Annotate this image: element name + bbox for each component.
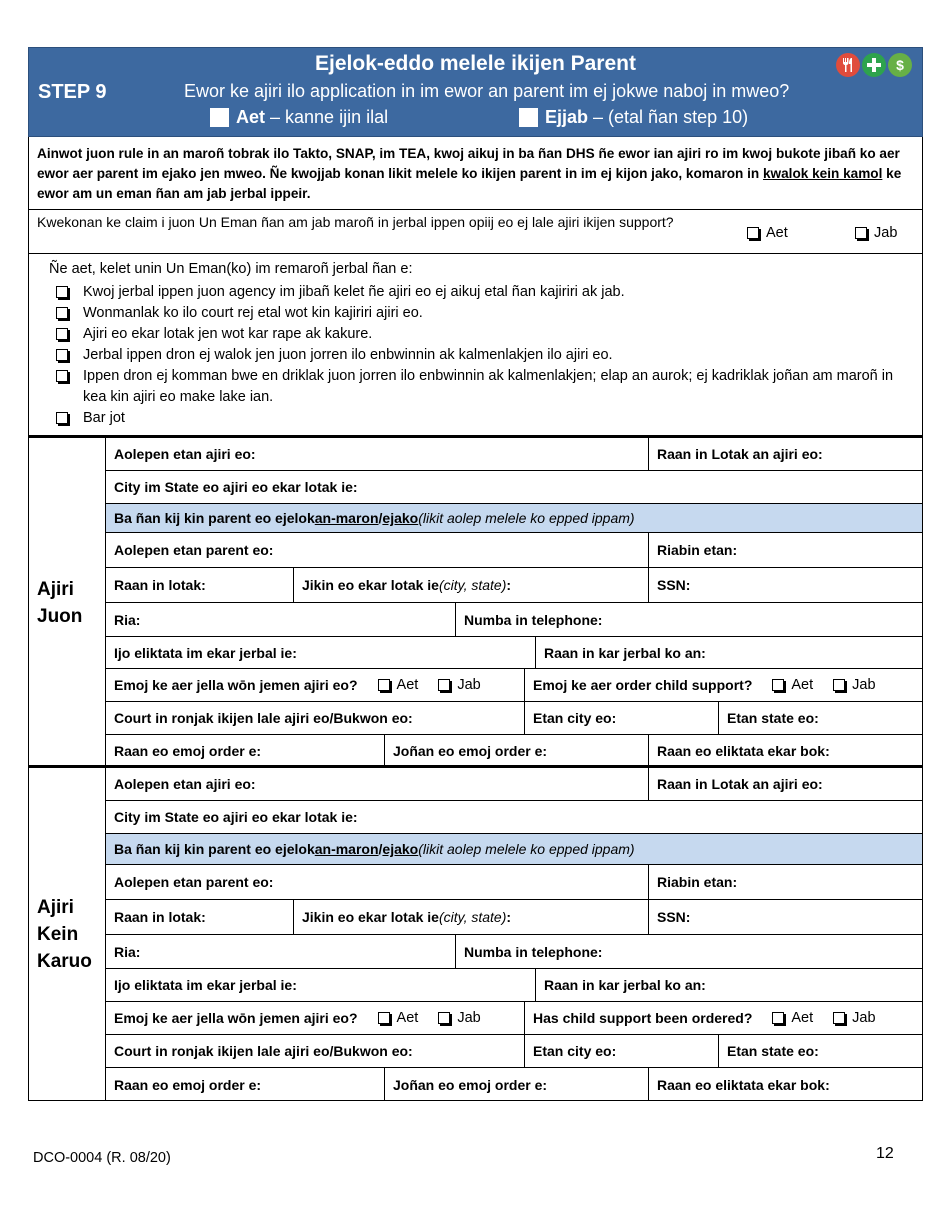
parent-name-field[interactable]: Aolepen etan parent eo:	[106, 533, 649, 567]
court-state-field[interactable]: Etan state eo:	[727, 1043, 819, 1059]
child-birth-place-field[interactable]: City im State eo ajiri eo ekar lotak ie:	[114, 809, 358, 825]
good-cause-reasons	[28, 254, 923, 436]
reason-item[interactable]	[56, 282, 916, 303]
child-two-label	[29, 768, 106, 1100]
parent-birthplace-field[interactable]	[294, 900, 649, 934]
reason-checkbox[interactable]	[56, 412, 68, 424]
rule-text-1: Ainwot juon rule in an maroñ tobrak ilo Takto, SNAP, im TEA, kwoj aikuj in ba ñan DHS ñe ewor ian ajiri ro im kwoj bukote jibañ ko aer ewor aer parent im ejako jen mweo. Ñe kwojjab konan likit melele ko ikijen parent in im ej kijon jako, komaron in	[37, 146, 900, 181]
support-yes-checkbox[interactable]	[772, 677, 813, 693]
child-two-section	[28, 766, 923, 1101]
support-question	[525, 1002, 922, 1034]
parent-banner-text	[106, 504, 922, 532]
reason-text: Bar jot	[83, 410, 125, 426]
child-name-field[interactable]: Aolepen etan ajiri eo:	[106, 438, 649, 470]
last-work-date-field[interactable]: Raan in kar jerbal ko an:	[544, 644, 706, 661]
banner-slash: /	[378, 510, 383, 526]
reason-text: Jerbal ippen dron ej walok jen juon jorren ilo enbwinnin ak kalmenlakjen ilo ajiri eo.	[83, 347, 613, 363]
order-date-field[interactable]: Raan eo emoj order e:	[106, 735, 385, 766]
rule-text-2: ke ewor am un eman ñan am jab jerbal ippeir.	[37, 166, 902, 201]
birth-place-row	[106, 471, 922, 504]
reason-text: Wonmanlak ko ilo court rej etal wot kin kajiriri ajiri eo.	[83, 305, 423, 321]
form-id: DCO-0004 (R. 08/20)	[33, 1150, 171, 1166]
order-amount-field[interactable]: Joñan eo emoj order e:	[385, 1068, 649, 1101]
parent-banner-text	[106, 834, 922, 864]
no-option[interactable]	[519, 107, 748, 128]
court-city-field[interactable]: Etan city eo:	[525, 1035, 719, 1067]
parent-employer-field[interactable]: Ijo eliktata im ekar jerbal ie:	[106, 637, 536, 668]
birthplace-note: (city, state)	[438, 577, 507, 593]
court-row	[106, 702, 922, 735]
birth-place-row	[106, 801, 922, 834]
parent-gender-field[interactable]: Riabin etan:	[657, 542, 738, 558]
court-field[interactable]: Court in ronjak ikijen lale ajiri eo/Bukwon eo:	[106, 1035, 525, 1067]
paternity-support-row	[106, 1002, 922, 1035]
reason-item[interactable]	[56, 303, 916, 324]
paternity-no-label: Jab	[457, 1010, 481, 1026]
child-name-row	[106, 768, 922, 801]
no-label: Ejjab	[545, 107, 589, 127]
banner-text: Ba ñan kij kin parent eo ejelok	[114, 841, 315, 857]
reason-checkbox[interactable]	[56, 286, 68, 298]
support-no-label: Jab	[852, 1010, 876, 1026]
last-work-date-field[interactable]: Raan in kar jerbal ko an:	[544, 977, 706, 993]
parent-phone-field[interactable]: Numba in telephone:	[464, 611, 603, 628]
child-one-label	[29, 438, 106, 765]
claim-question: Kwekonan ke claim i juon Un Eman ñan am jab maroñ in jerbal ippen opiij eo ej lale ajiri ikijen support?	[37, 214, 674, 230]
birthplace-label: Jikin eo ekar lotak ie	[302, 909, 439, 925]
banner-slash: /	[378, 841, 383, 857]
reasons-list	[56, 282, 916, 429]
paternity-no-checkbox[interactable]	[438, 1010, 480, 1026]
banner-underline: an-maron	[314, 841, 379, 857]
parent-gender-field[interactable]: Riabin etan:	[657, 874, 738, 890]
birthplace-colon: :	[506, 909, 512, 925]
page-number: 12	[876, 1145, 894, 1162]
order-date-field[interactable]: Raan eo emoj order e:	[106, 1068, 385, 1101]
reason-item[interactable]	[56, 366, 916, 408]
parent-name-row	[106, 865, 922, 900]
parent-banner	[106, 504, 922, 533]
court-row	[106, 1035, 922, 1068]
parent-phone-field[interactable]: Numba in telephone:	[464, 943, 603, 960]
court-state-field[interactable]: Etan state eo:	[727, 710, 819, 726]
child-name-field[interactable]: Aolepen etan ajiri eo:	[106, 768, 649, 800]
rule-notice	[28, 137, 923, 210]
paternity-support-row	[106, 669, 922, 702]
child-label-line: Ajiri	[37, 579, 74, 600]
paternity-yes-checkbox[interactable]	[378, 677, 419, 693]
child-label-line: Kein	[37, 924, 79, 945]
support-no-label: Jab	[852, 677, 876, 693]
support-yes-label: Aet	[791, 677, 814, 693]
last-paid-field[interactable]: Raan eo eliktata ekar bok:	[657, 742, 830, 759]
parent-birth-row	[106, 568, 922, 603]
reason-text: Ippen dron ej komman bwe en driklak juon jorren ilo enbwinnin ak kalmenlakjen; elap an aurok; ej kadriklak joñan am maroñ in kea kin ajiri eo make lake ian.	[83, 368, 894, 405]
parent-dob-field[interactable]: Raan in lotak:	[106, 900, 294, 934]
support-question	[525, 669, 922, 701]
child-label-line: Juon	[37, 606, 83, 627]
child-label-line: Karuo	[37, 951, 92, 972]
reason-item[interactable]	[56, 408, 916, 429]
paternity-no-label: Jab	[457, 677, 481, 693]
birthplace-colon: :	[506, 577, 512, 593]
support-question-text: Emoj ke aer order child support?	[533, 677, 753, 693]
claim-no-label: Jab	[874, 225, 898, 241]
yes-checkbox[interactable]	[210, 108, 229, 127]
paternity-no-checkbox[interactable]	[438, 677, 480, 693]
program-icons	[836, 53, 912, 77]
parent-contact-row	[106, 935, 922, 969]
banner-note: (likit aolep melele ko epped ippam)	[418, 510, 635, 526]
paternity-yes-label: Aet	[396, 1010, 419, 1026]
parent-employer-row	[106, 637, 922, 669]
child-dob-field[interactable]: Raan in Lotak an ajiri eo:	[657, 446, 823, 462]
reasons-intro: Ñe aet, kelet unin Un Eman(ko) im remaroñ jerbal ñan e:	[49, 261, 413, 277]
banner-underline: ejako	[382, 841, 419, 857]
child-dob-field[interactable]: Raan in Lotak an ajiri eo:	[657, 776, 823, 792]
reason-item[interactable]	[56, 324, 916, 345]
paternity-question	[106, 669, 525, 701]
section-question: Ewor ke ajiri ilo application in im ewor an parent im ej jokwe naboj in mweo?	[184, 81, 790, 101]
child-birth-place-field[interactable]: City im State eo ajiri eo ekar lotak ie:	[114, 479, 358, 495]
banner-underline: ejako	[382, 510, 419, 526]
proof-link-text: kwalok kein kamol	[762, 166, 883, 181]
child-name-row	[106, 438, 922, 471]
parent-birth-row	[106, 900, 922, 935]
food-icon	[836, 53, 860, 77]
section-title: Ejelok-eddo melele ikijen Parent	[315, 52, 636, 75]
step-label: STEP 9	[38, 81, 107, 103]
parent-employer-field[interactable]: Ijo eliktata im ekar jerbal ie:	[106, 969, 536, 1001]
paternity-question-text: Emoj ke aer jella wōn jemen ajiri eo?	[114, 677, 358, 693]
support-no-checkbox[interactable]	[833, 1010, 875, 1026]
parent-ssn-field[interactable]: SSN:	[657, 577, 691, 593]
support-question-text: Has child support been ordered?	[533, 1010, 753, 1026]
support-yes-checkbox[interactable]	[772, 1010, 813, 1026]
paternity-question	[106, 1002, 525, 1034]
parent-address-field[interactable]: Ria:	[106, 935, 456, 968]
court-city-field[interactable]: Etan city eo:	[525, 702, 719, 734]
child-one-section	[28, 436, 923, 766]
reason-item[interactable]	[56, 345, 916, 366]
child-label-line: Ajiri	[37, 897, 74, 918]
reason-text: Kwoj jerbal ippen juon agency im jibañ kelet ñe ajiri eo ej aikuj etal ñan kajiriri ak jab.	[83, 284, 625, 300]
paternity-yes-checkbox[interactable]	[378, 1010, 419, 1026]
support-yes-label: Aet	[791, 1010, 814, 1026]
parent-contact-row	[106, 603, 922, 637]
birthplace-label: Jikin eo ekar lotak ie	[302, 577, 439, 593]
banner-underline: an-maron	[314, 510, 379, 526]
paternity-yes-label: Aet	[396, 677, 419, 693]
order-row	[106, 1068, 922, 1101]
yes-option[interactable]	[210, 107, 388, 128]
parent-birthplace-field[interactable]	[294, 568, 649, 602]
banner-text: Ba ñan kij kin parent eo ejelok	[114, 510, 315, 526]
good-cause-claim	[28, 210, 923, 254]
parent-name-field[interactable]: Aolepen etan parent eo:	[106, 865, 649, 899]
yes-description: – kanne ijin ilal	[270, 107, 389, 127]
reason-checkbox[interactable]	[56, 349, 68, 361]
reason-text: Ajiri eo ekar lotak jen wot kar rape ak kakure.	[83, 326, 373, 342]
reason-checkbox[interactable]	[56, 370, 68, 382]
parent-name-row	[106, 533, 922, 568]
last-paid-field[interactable]: Raan eo eliktata ekar bok:	[657, 1076, 830, 1093]
birthplace-note: (city, state)	[438, 909, 507, 925]
order-row	[106, 735, 922, 766]
reason-checkbox[interactable]	[56, 328, 68, 340]
parent-dob-field[interactable]: Raan in lotak:	[106, 568, 294, 602]
court-field[interactable]: Court in ronjak ikijen lale ajiri eo/Bukwon eo:	[106, 702, 525, 734]
no-checkbox[interactable]	[519, 108, 538, 127]
parent-ssn-field[interactable]: SSN:	[657, 909, 691, 925]
step-header	[28, 47, 923, 137]
parent-employer-row	[106, 969, 922, 1002]
health-cross-icon	[862, 53, 886, 77]
yes-label: Aet	[236, 107, 266, 127]
banner-note: (likit aolep melele ko epped ippam)	[418, 841, 635, 857]
reason-checkbox[interactable]	[56, 307, 68, 319]
claim-yes-checkbox[interactable]	[747, 225, 788, 241]
parent-banner	[106, 834, 922, 865]
claim-no-checkbox[interactable]	[855, 225, 897, 241]
no-description: – (etal ñan step 10)	[593, 107, 749, 127]
paternity-question-text: Emoj ke aer jella wōn jemen ajiri eo?	[114, 1010, 358, 1026]
money-icon: $	[888, 53, 912, 77]
order-amount-field[interactable]: Joñan eo emoj order e:	[385, 735, 649, 766]
parent-address-field[interactable]: Ria:	[106, 603, 456, 636]
claim-yes-label: Aet	[766, 225, 788, 241]
support-no-checkbox[interactable]	[833, 677, 875, 693]
